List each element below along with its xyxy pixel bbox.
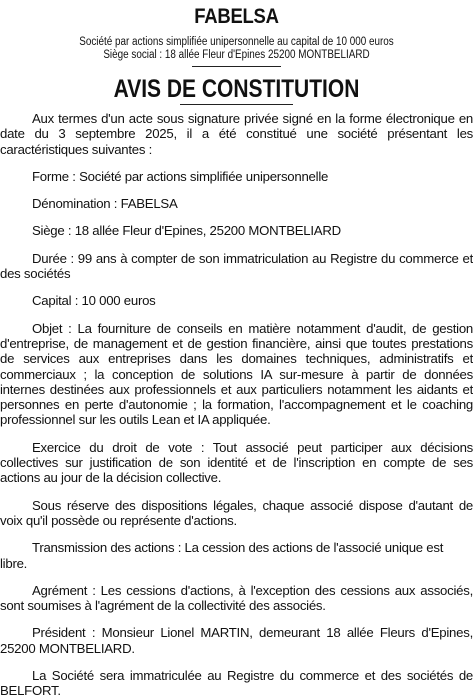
notice-body [0, 111, 473, 699]
immatriculation-paragraph: La Société sera immatriculée au Registre du commerce et des sociétés de BELFORT. [0, 668, 473, 699]
reserve-paragraph: Sous réserve des dispositions légales, chaque associé dispose d'autant de voix qu'il possède ou représente d'actions. [0, 497, 473, 528]
agrement-paragraph: Agrément : Les cessions d'actions, à l'exception des cessions aux associés, sont soumises à l'agrément de la collectivité des associés. [0, 582, 473, 614]
forme-paragraph: Forme : Société par actions simplifiée unipersonnelle [32, 168, 329, 184]
duree-paragraph: Durée : 99 ans à compter de son immatriculation au Registre du commerce et des sociétés [0, 250, 473, 282]
company-legal-form-line: Société par actions simplifiée unipersonnelle au capital de 10 000 euros [79, 36, 394, 48]
president-paragraph: Président : Monsieur Lionel MARTIN, demeurant 18 allée Fleurs d'Epines, 25200 MONTBELIARD. [0, 625, 473, 656]
registered-office-line: Siège social : 18 allée Fleur d'Epines 25200 MONTBELIARD [103, 49, 370, 61]
siege-paragraph: Siège : 18 allée Fleur d'Epines, 25200 MONTBELIARD [32, 223, 341, 239]
transmission-paragraph: Transmission des actions : La cession des actions de l'associé unique est libre. [0, 540, 444, 571]
vote-paragraph: Exercice du droit de vote : Tout associé peut participer aux décisions collectives sur justification de son identité et de l'inscription en compte de ses actions au jour de la décision collective. [0, 439, 473, 486]
notice-title: AVIS DE CONSTITUTION [113, 75, 360, 103]
title-underline [180, 104, 293, 105]
denomination-paragraph: Dénomination : FABELSA [32, 196, 178, 212]
capital-paragraph: Capital : 10 000 euros [32, 293, 156, 309]
header-divider [192, 66, 281, 67]
intro-paragraph: Aux termes d'un acte sous signature privée signé en la forme électronique en date du 3 septembre 2025, il a été constitué une société présentant les caractéristiques suivantes : [0, 111, 473, 157]
company-name: FABELSA [194, 5, 279, 28]
objet-paragraph: Objet : La fourniture de conseils en matière notamment d'audit, de gestion d'entreprise, de management et de gestion financière, ainsi que toutes prestations de services aux entreprises dans les domaines techniques, administratifs et commerciaux ; la conception de solutions IA sur-mesure à partir de données internes destinées aux professionnels et aux particuliers notamment les aidants et personnes en perte d'autonomie ; la formation, l'accompagnement et le coaching professionnel sur les outils Lean et IA appliquée. [0, 320, 473, 428]
